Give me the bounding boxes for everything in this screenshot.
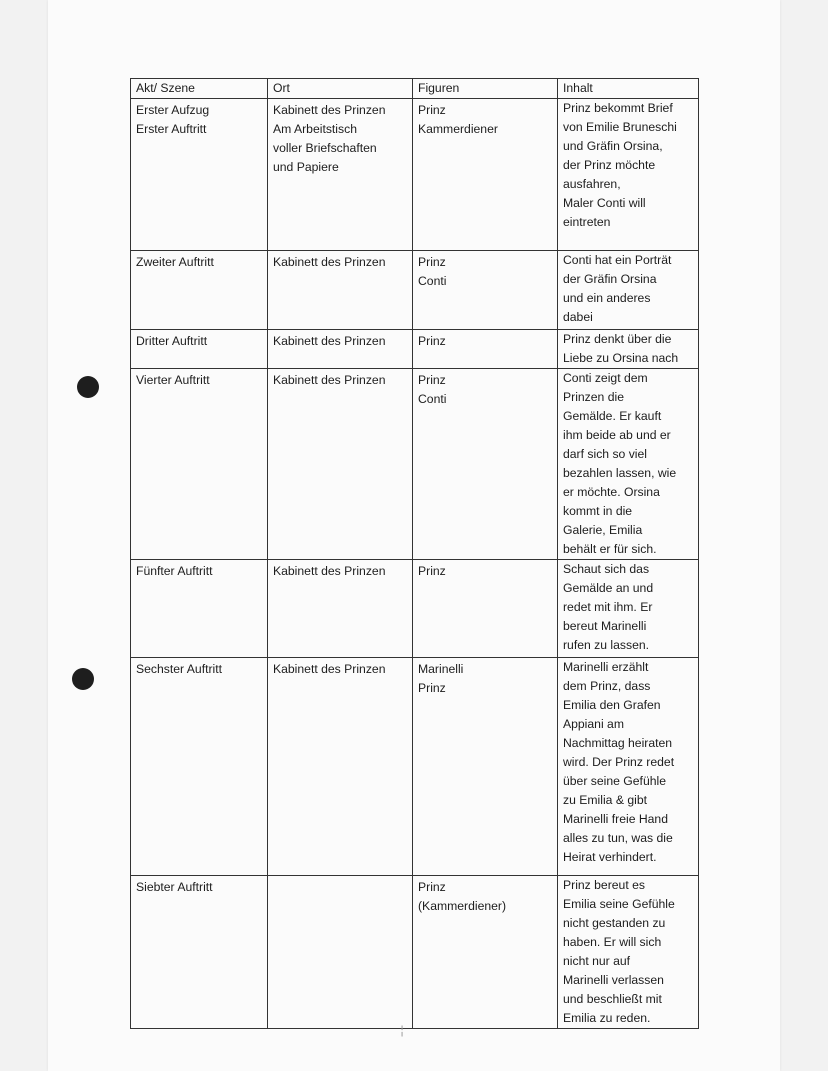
table-header-row bbox=[131, 79, 699, 99]
table-row bbox=[131, 876, 699, 1029]
cell-figuren: Prinz Conti bbox=[413, 251, 558, 330]
cell-akt-szene: Fünfter Auftritt bbox=[131, 560, 268, 658]
scene-overview-table bbox=[130, 78, 699, 1029]
cell-ort: Kabinett des Prinzen Am Arbeitstisch voller Briefschaften und Papiere bbox=[268, 99, 413, 251]
table-row bbox=[131, 369, 699, 560]
cell-akt-szene: Erster Aufzug Erster Auftritt bbox=[131, 99, 268, 251]
cell-inhalt: Conti zeigt dem Prinzen die Gemälde. Er kauft ihm beide ab und er darf sich so viel bezahlen lassen, wie er möchte. Orsina kommt in die Galerie, Emilia behält er für sich. bbox=[558, 369, 699, 560]
cell-akt-szene: Zweiter Auftritt bbox=[131, 251, 268, 330]
table-row bbox=[131, 251, 699, 330]
header-ort: Ort bbox=[268, 79, 413, 99]
table-row bbox=[131, 330, 699, 369]
cell-ort: Kabinett des Prinzen bbox=[268, 560, 413, 658]
cell-inhalt: Schaut sich das Gemälde an und redet mit ihm. Er bereut Marinelli rufen zu lassen. bbox=[558, 560, 699, 658]
cell-figuren: Prinz Kammerdiener bbox=[413, 99, 558, 251]
header-inhalt: Inhalt bbox=[558, 79, 699, 99]
cell-figuren: Marinelli Prinz bbox=[413, 658, 558, 876]
cell-ort bbox=[268, 876, 413, 1029]
cell-akt-szene: Siebter Auftritt bbox=[131, 876, 268, 1029]
cell-inhalt: Prinz bekommt Brief von Emilie Bruneschi und Gräfin Orsina, der Prinz möchte ausfahren, Maler Conti will eintreten bbox=[558, 99, 699, 251]
scan-smudge: ¦ bbox=[400, 1023, 404, 1037]
table-row bbox=[131, 658, 699, 876]
cell-ort: Kabinett des Prinzen bbox=[268, 251, 413, 330]
cell-ort: Kabinett des Prinzen bbox=[268, 369, 413, 560]
cell-akt-szene: Dritter Auftritt bbox=[131, 330, 268, 369]
cell-ort: Kabinett des Prinzen bbox=[268, 330, 413, 369]
cell-figuren: Prinz bbox=[413, 330, 558, 369]
cell-figuren: Prinz Conti bbox=[413, 369, 558, 560]
table-row bbox=[131, 560, 699, 658]
cell-inhalt: Prinz bereut es Emilia seine Gefühle nicht gestanden zu haben. Er will sich nicht nur auf Marinelli verlassen und beschließt mit Emilia zu reden. bbox=[558, 876, 699, 1029]
table-row bbox=[131, 99, 699, 251]
punch-hole bbox=[72, 668, 94, 690]
cell-figuren: Prinz (Kammerdiener) bbox=[413, 876, 558, 1029]
cell-inhalt: Prinz denkt über die Liebe zu Orsina nach bbox=[558, 330, 699, 369]
header-figuren: Figuren bbox=[413, 79, 558, 99]
cell-akt-szene: Sechster Auftritt bbox=[131, 658, 268, 876]
cell-inhalt: Marinelli erzählt dem Prinz, dass Emilia den Grafen Appiani am Nachmittag heiraten wird. Der Prinz redet über seine Gefühle zu Emilia & gibt Marinelli freie Hand alles zu tun, was die Heirat verhindert. bbox=[558, 658, 699, 876]
cell-ort: Kabinett des Prinzen bbox=[268, 658, 413, 876]
header-akt-szene: Akt/ Szene bbox=[131, 79, 268, 99]
cell-figuren: Prinz bbox=[413, 560, 558, 658]
cell-inhalt: Conti hat ein Porträt der Gräfin Orsina und ein anderes dabei bbox=[558, 251, 699, 330]
cell-akt-szene: Vierter Auftritt bbox=[131, 369, 268, 560]
punch-hole bbox=[77, 376, 99, 398]
